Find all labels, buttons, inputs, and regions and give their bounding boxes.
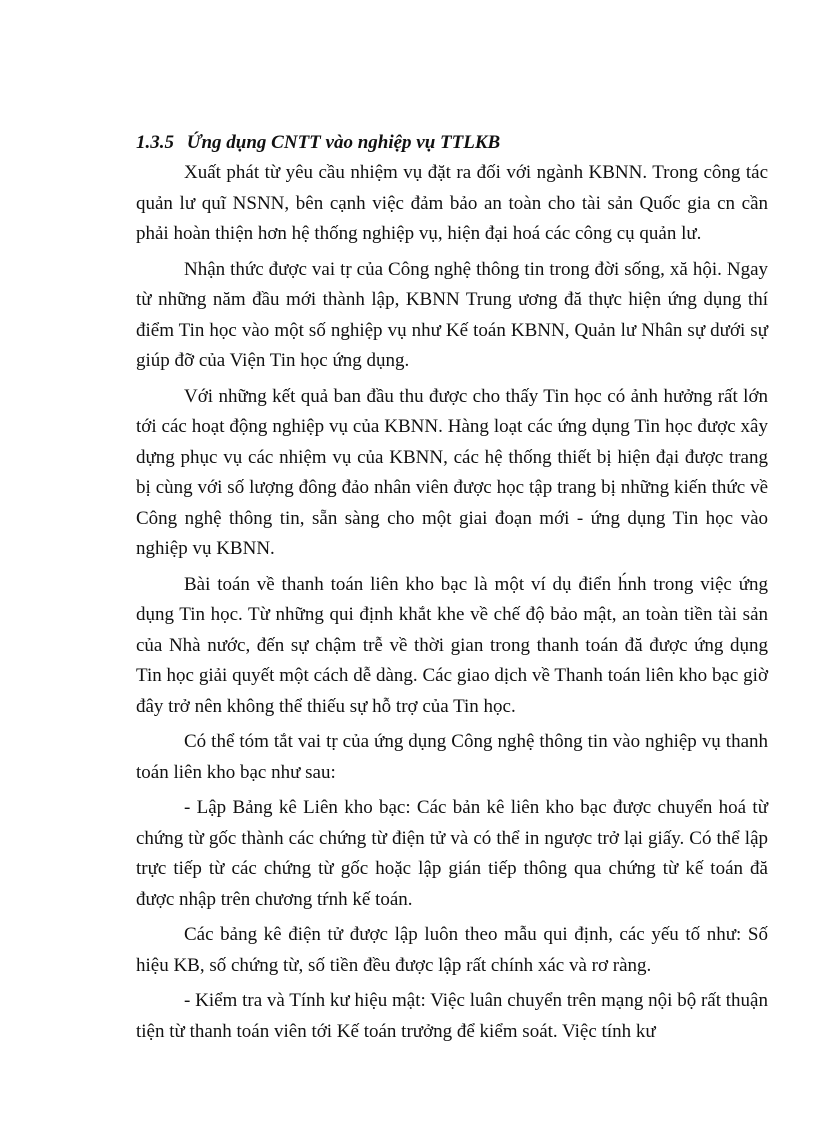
paragraph-5: Có thể tóm tắt vai tṛ của ứng dụng Công nghệ thông tin vào nghiệp vụ thanh toán liên kho bạc như sau: [136,731,768,783]
document-page [136,128,768,1052]
paragraph-3: Với những kết quả ban đầu thu được cho thấy Tin học có ảnh hưởng rất lớn tới các hoạt động nghiệp vụ của KBNN. Hàng loạt các ứng dụng Tin học được xây dựng phục vụ các nhiệm vụ của KBNN, các hệ thống thiết bị hiện đại được trang bị cùng với số lượng đông đảo nhân viên được học tập trang bị những kiến thức về Công nghệ thông tin, sẵn sàng cho một giai đoạn mới - ứng dụng Tin học vào nghiệp vụ KBNN. [136,385,768,559]
paragraph-7: Các bảng kê điện tử được lập luôn theo mẫu qui định, các yếu tố như: Số hiệu KB, số chứng từ, số tiền đều được lập rất chính xác và rơ ràng. [136,924,768,976]
section-title: Ứng dụng CNTT vào nghiệp vụ TTLKB [186,132,501,153]
section-number: 1.3.5 [136,132,174,153]
paragraph-4: Bài toán về thanh toán liên kho bạc là một ví dụ điển h́nh trong việc ứng dụng Tin học. Từ những qui định khắt khe về chế độ bảo mật, an toàn tiền tài sản của Nhà nước, đến sự chậm trễ về thời gian trong thanh toán đă được ứng dụng Tin học giải quyết một cách dễ dàng. Các giao dịch về Thanh toán liên kho bạc giờ đây trở nên không thể thiếu sự hỗ trợ của Tin học. [136,573,768,717]
paragraph-2: Nhận thức được vai tṛ của Công nghệ thông tin trong đời sống, xă hội. Ngay từ những năm đầu mới thành lập, KBNN Trung ương đă thực hiện ứng dụng thí điểm Tin học vào một số nghiệp vụ như Kế toán KBNN, Quản lư Nhân sự dưới sự giúp đỡ của Viện Tin học ứng dụng. [136,258,768,371]
paragraph-6: - Lập Bảng kê Liên kho bạc: Các bản kê liên kho bạc được chuyển hoá từ chứng từ gốc thành các chứng từ điện tử và có thể in ngược trở lại giấy. Có thể lập trực tiếp từ các chứng từ gốc hoặc lập gián tiếp thông qua chứng từ kế toán đă được nhập trên chương tŕnh kế toán. [136,797,768,910]
section-heading [136,128,768,158]
paragraph-1: Xuất phát từ yêu cầu nhiệm vụ đặt ra đối với ngành KBNN. Trong công tác quản lư quĩ NSNN, bên cạnh việc đảm bảo an toàn cho tài sản Quốc gia cn cần phải hoàn thiện hơn hệ thống nghiệp vụ, hiện đại hoá các công cụ quản lư. [136,162,768,244]
paragraph-8: - Kiểm tra và Tính kư hiệu mật: Việc luân chuyển trên mạng nội bộ rất thuận tiện từ thanh toán viên tới Kế toán trưởng để kiểm soát. Việc tính kư [136,990,768,1042]
